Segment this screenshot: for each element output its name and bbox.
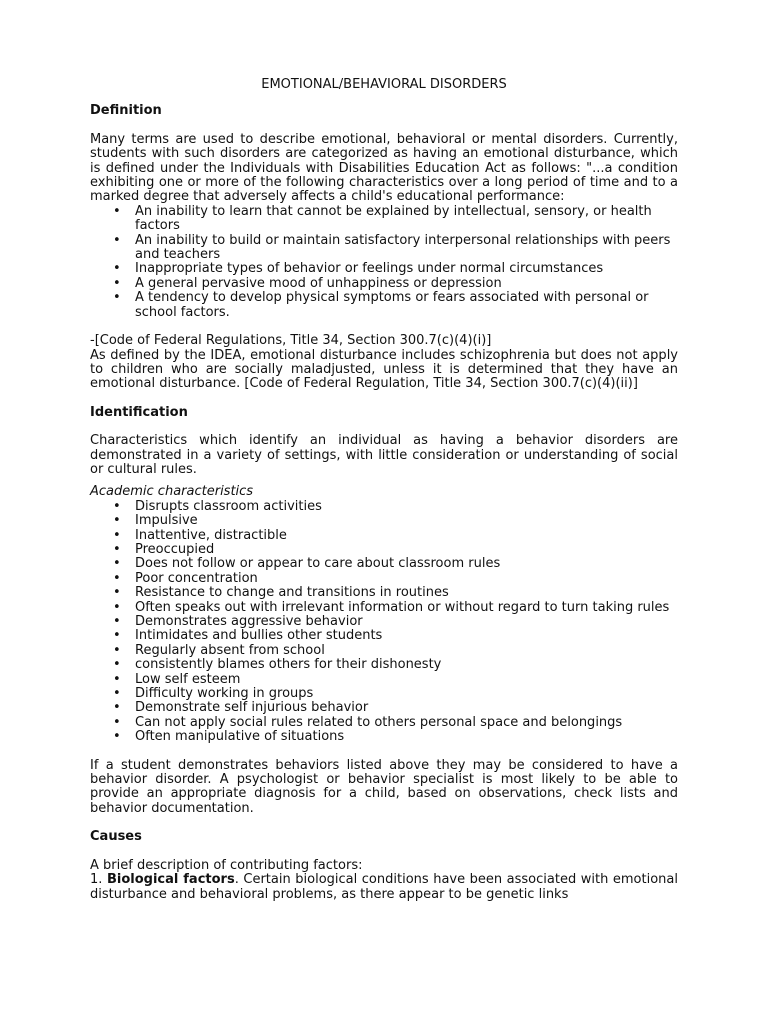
spacer [90, 745, 678, 759]
bullet-icon: • [113, 261, 121, 277]
definition-intro: Many terms are used to describe emotional, behavioral or mental disorders. Currently, students with such disorders are categorized as having an emotional disturbance, which is defined under the Individuals with Disabilities Education Act as follows: "...a condition exhibiting one or more of the following characteristics over a long period of time and to a marked degree that adversely affects a child's educational performance: [90, 131, 678, 205]
list-item: • A general pervasive mood of unhappiness or depression [113, 275, 502, 291]
causes-item-text: . Certain biological conditions have been associated with emotional disturbance and behavioral problems, as there appear to be genetic links [90, 872, 678, 902]
list-item: • Poor concentration [113, 570, 258, 586]
list-item: • Demonstrates aggressive behavior [113, 614, 363, 629]
bullet-icon: • [113, 628, 121, 644]
bullet-icon: • [113, 275, 121, 291]
list-item: • consistently blames others for their dishonesty [113, 657, 442, 673]
list-item: • Often speaks out with irrelevant information or without regard to turn taking rules [113, 599, 670, 615]
bullet-icon: • [113, 203, 121, 219]
bullet-icon: • [113, 498, 121, 514]
list-item: • Preoccupied [113, 541, 215, 557]
list-item: • Difficulty working in groups [113, 686, 314, 702]
definition-heading: Definition [90, 103, 162, 119]
identification-closing: If a student demonstrates behaviors listed above they may be considered to have a behavior disorder. A psychologist or behavior specialist is most likely to be able to provide an appropriate diagnosis for a child, based on observations, check lists and behavior documentation. [90, 757, 678, 816]
bullet-icon: • [113, 714, 121, 730]
list-item: • Does not follow or appear to care about classroom rules [113, 556, 501, 572]
document-title: EMOTIONAL/BEHAVIORAL DISORDERS [261, 77, 507, 92]
bullet-icon: • [113, 556, 121, 572]
bullet-icon: • [113, 686, 121, 702]
list-item: • An inability to build or maintain satisfactory interpersonal relationships with peers and teachers [113, 232, 671, 263]
bullet-icon: • [113, 700, 121, 716]
bullet-icon: • [113, 585, 121, 601]
spacer [90, 816, 678, 830]
list-item: • An inability to learn that cannot be explained by intellectual, sensory, or health factors [113, 203, 652, 234]
list-item: • Regularly absent from school [113, 642, 325, 658]
bullet-icon: • [113, 642, 121, 658]
bullet-icon: • [113, 541, 121, 557]
bullet-icon: • [113, 290, 121, 306]
spacer [90, 392, 678, 406]
bullet-icon: • [113, 671, 121, 687]
causes-intro: A brief description of contributing factors: [90, 857, 363, 873]
list-item: • Resistance to change and transitions in routines [113, 585, 449, 601]
bullet-icon: • [113, 513, 121, 529]
bullet-icon: • [113, 570, 121, 586]
identification-intro: Characteristics which identify an individual as having a behavior disorders are demonstrated in a variety of settings, with little consideration or understanding of social or cultural rules. [90, 433, 678, 477]
list-item: • Often manipulative of situations [113, 729, 345, 745]
list-item: • Demonstrate self injurious behavior [113, 700, 369, 716]
list-item: • Inappropriate types of behavior or feelings under normal circumstances [113, 261, 604, 277]
causes-item-label: Biological factors [106, 872, 235, 888]
bullet-icon: • [113, 729, 121, 745]
list-item: • Intimidates and bullies other students [113, 628, 383, 644]
bullet-icon: • [113, 527, 121, 543]
bullet-icon: • [113, 614, 121, 629]
causes-item-number: 1. [90, 872, 103, 888]
list-item: • Low self esteem [113, 671, 241, 687]
list-item: • Can not apply social rules related to others personal space and belongings [113, 714, 623, 730]
characteristics-list [90, 500, 678, 745]
list-item: • Inattentive, distractible [113, 527, 287, 543]
list-item: • Disrupts classroom activities [113, 498, 322, 514]
definition-list [90, 205, 678, 320]
spacer [90, 320, 678, 334]
causes-item-biological [90, 873, 678, 902]
identification-heading: Identification [90, 404, 188, 420]
bullet-icon: • [113, 232, 121, 248]
idea-note: As defined by the IDEA, emotional disturbance includes schizophrenia but does not apply to children who are socially maladjusted, unless it is determined that they have an emotional disturbance. [Code of Federal Regulation, Title 34, Section 300.7(c)(4)(ii)] [90, 347, 678, 392]
academic-characteristics-subheading: Academic characteristics [90, 484, 254, 500]
list-item: • Impulsive [113, 513, 198, 529]
causes-heading: Causes [90, 829, 142, 845]
bullet-icon: • [113, 599, 121, 615]
definition-citation: -[Code of Federal Regulations, Title 34, Section 300.7(c)(4)(i)] [90, 333, 492, 349]
bullet-icon: • [113, 657, 121, 673]
document-page [90, 78, 678, 902]
list-item: • A tendency to develop physical symptoms or fears associated with personal or school factors. [113, 290, 649, 320]
